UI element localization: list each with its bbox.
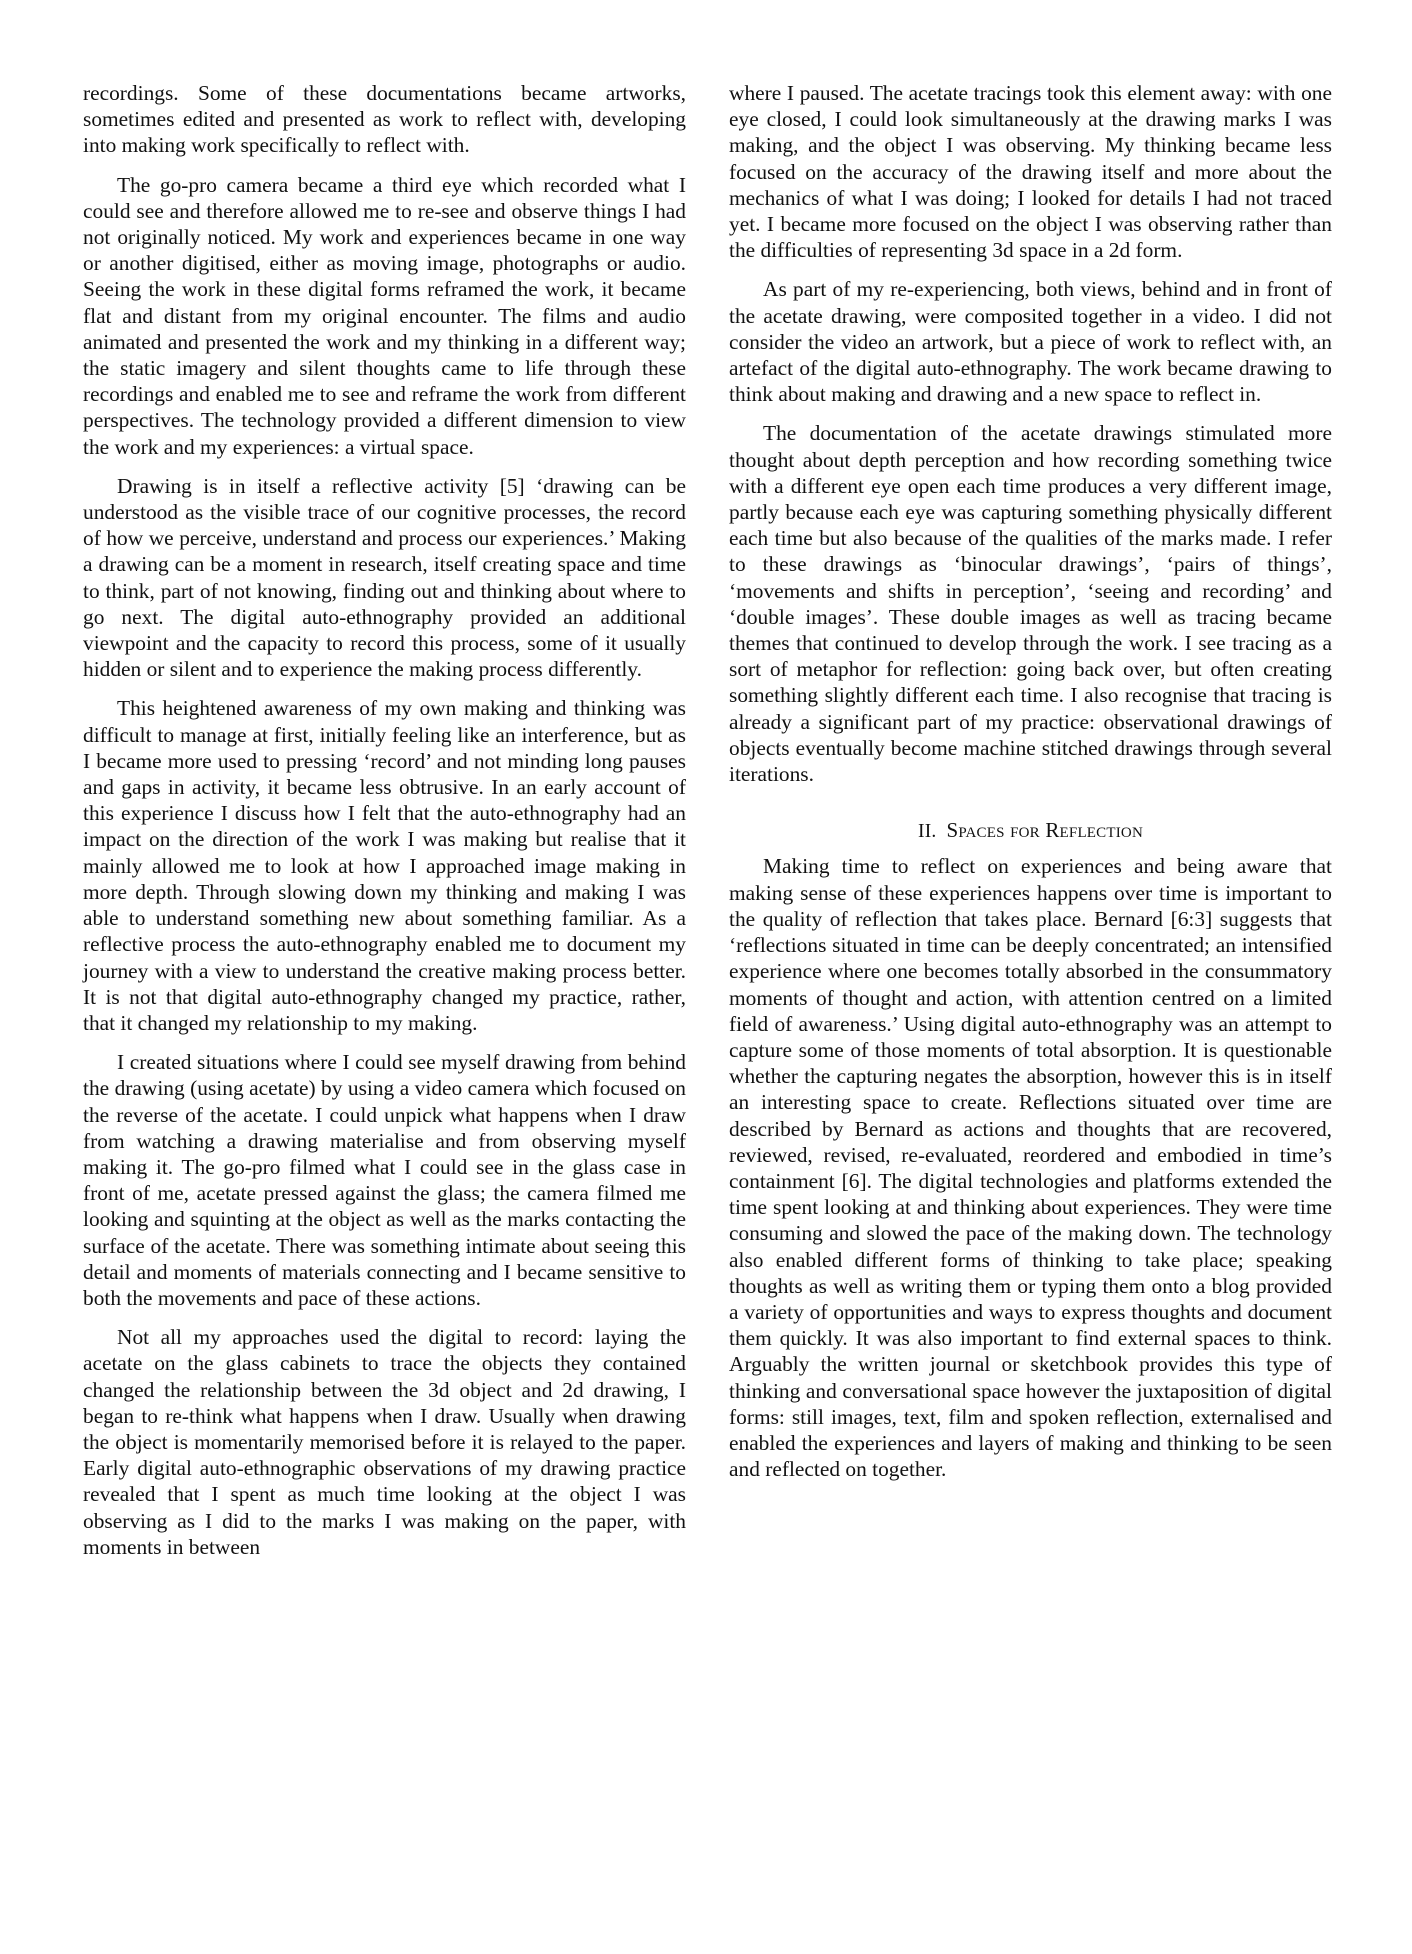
section-number: II. (918, 821, 937, 843)
paragraph: I created situations where I could see myself drawing from behind the drawing (using acetate) by using a video camera which focused on the reverse of the acetate. I could unpick what happens when I draw from watching a drawing materialise and from observing myself making it. The go-pro filmed what I could see in the glass case in front of me, acetate pressed against the glass; the camera filmed me looking and squinting at the object as well as the marks contacting the surface of the acetate. There was something intimate about seeing this detail and moments of materials connecting and I became sensitive to both the movements and pace of these actions. (83, 1050, 686, 1310)
section-heading (729, 817, 1332, 845)
paragraph: Making time to reflect on experiences and being aware that making sense of these experiences happens over time is important to the quality of reflection that takes place. Bernard [6:3] suggests that ‘reflections situated in time can be deeply concentrated; an intensified experience where one becomes totally absorbed in the consummatory moments of thought and action, with attention centred on a limited field of awareness.’ Using digital auto-ethnography was an attempt to capture some of those moments of total absorption. It is questionable whether the capturing negates the absorption, however this is in itself an interesting space to create. Reflections situated over time are described by Bernard as actions and thoughts that are recovered, reviewed, revised, re-evaluated, reordered and embodied in time’s containment [6]. The digital technologies and platforms extended the time spent looking at and thinking about experiences. They were time consuming and slowed the pace of the making down. The technology also enabled different forms of thinking to take place; speaking thoughts as well as writing them or typing them onto a blog provided a variety of opportunities and ways to express thoughts and document them quickly. It was also important to find external spaces to think. Arguably the written journal or sketchbook provides this type of thinking and conversational space however the juxtaposition of digital forms: still images, text, film and spoken reflection, externalised and enabled the experiences and layers of making and thinking to be seen and reflected on together. (729, 854, 1332, 1482)
paragraph: The go-pro camera became a third eye which recorded what I could see and therefore allowed me to re-see and observe things I had not originally noticed. My work and experiences became in one way or another digitised, either as moving image, photographs or audio. Seeing the work in these digital forms reframed the work, it became flat and distant from my original encounter. The films and audio animated and presented the work and my thinking in a different way; the static imagery and silent thoughts came to life through these recordings and enabled me to see and reframe the work from different perspectives. The technology provided a different dimension to view the work and my experiences: a virtual space. (83, 172, 686, 459)
paragraph: As part of my re-experiencing, both views, behind and in front of the acetate drawing, were composited together in a video. I did not consider the video an artwork, but a piece of work to reflect with, an artefact of the digital auto-ethnography. The work became drawing to think about making and drawing and a new space to reflect in. (729, 277, 1332, 407)
right-column (729, 80, 1332, 1495)
paragraph: The documentation of the acetate drawings stimulated more thought about depth perception and how recording something twice with a different eye open each time produces a very different image, partly because each eye was capturing something physically different each time but also because of the qualities of the marks made. I refer to these drawings as ‘binocular drawings’, ‘pairs of things’, ‘movements and shifts in perception’, ‘seeing and recording’ and ‘double images’. These double images as well as tracing became themes that continued to develop through the work. I see tracing as a sort of metaphor for reflection: going back over, but often creating something slightly different each time. I also recognise that tracing is already a significant part of my practice: observational drawings of objects eventually become machine stitched drawings through several iterations. (729, 421, 1332, 787)
paragraph: Not all my approaches used the digital to record: laying the acetate on the glass cabinets to trace the objects they contained changed the relationship between the 3d object and 2d drawing, I began to re-think what happens when I draw. Usually when drawing the object is momentarily memorised before it is relayed to the paper. Early digital auto-ethnographic observations of my drawing practice revealed that I spent as much time looking at the object I was observing as I did to the marks I was making on the paper, with moments in between (83, 1325, 686, 1559)
paragraph: recordings. Some of these documentations became artworks, sometimes edited and presented as work to reflect with, developing into making work specifically to reflect with. (83, 81, 686, 158)
left-column (83, 80, 686, 1573)
paragraph: Drawing is in itself a reflective activity [5] ‘drawing can be understood as the visible trace of our cognitive processes, the record of how we perceive, understand and process our experiences.’ Making a drawing can be a moment in research, itself creating space and time to think, part of not knowing, finding out and thinking about where to go next. The digital auto-ethnography provided an additional viewpoint and the capacity to record this process, some of it usually hidden or silent and to experience the making process differently. (83, 473, 686, 682)
paragraph: where I paused. The acetate tracings took this element away: with one eye closed, I could look simultaneously at the drawing marks I was making, and the object I was observing. My thinking became less focused on the accuracy of the drawing itself and more about the mechanics of what I was doing; I looked for details I had not traced yet. I became more focused on the object I was observing rather than the difficulties of representing 3d space in a 2d form. (729, 81, 1332, 263)
section-title: Spaces for Reflection (946, 818, 1143, 843)
paragraph: This heightened awareness of my own making and thinking was difficult to manage at first, initially feeling like an interference, but as I became more used to pressing ‘record’ and not minding long pauses and gaps in activity, it became less obtrusive. In an early account of this experience I discuss how I felt that the auto-ethnography had an impact on the direction of the work I was making but realise that it mainly allowed me to look at how I approached image making in more depth. Through slowing down my thinking and making I was able to understand something new about something familiar. As a reflective process the auto-ethnography enabled me to document my journey with a view to understand the creative making process better. It is not that digital auto-ethnography changed my practice, rather, that it changed my relationship to my making. (83, 696, 686, 1035)
